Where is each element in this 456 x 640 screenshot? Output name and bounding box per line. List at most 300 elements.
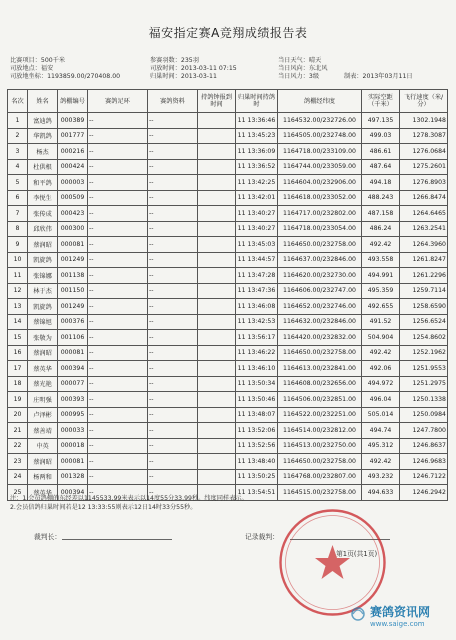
ring-cell: -- [88,438,148,454]
clock-time-cell [198,268,236,284]
name-cell: 卢泽彬 [28,407,58,423]
name-cell: 林于杰 [28,283,58,299]
ring-cell: -- [88,283,148,299]
table-row [8,237,448,253]
rank-cell: 14 [8,314,28,330]
coordinate-cell: 1164513.00/232750.00 [278,438,362,454]
distance-cell: 494.18 [362,175,400,191]
distance-cell: 504.904 [362,330,400,346]
name-cell: 凯旋鸽 [28,252,58,268]
speed-cell: 1250.0984 [400,407,448,423]
coordinate-cell: 1164632.00/232846.00 [278,314,362,330]
coordinate-cell: 1164618.00/233052.00 [278,190,362,206]
bird-info-cell: -- [148,268,198,284]
ring-cell: -- [88,159,148,175]
coordinate-cell: 1164515.00/232758.00 [278,485,362,501]
clock-time-cell [198,221,236,237]
table-row [8,314,448,330]
wind-direction: 当日风向：东北风 [278,64,328,72]
bird-info-cell: -- [148,206,198,222]
ring-cell: -- [88,361,148,377]
name-cell: 邱欣伟 [28,221,58,237]
distance-cell: 494.972 [362,376,400,392]
bird-info-cell: -- [148,469,198,485]
arrival-time-cell: 11 13:47:28 [236,268,278,284]
results-table [7,89,448,501]
coordinate-cell: 1164744.00/233059.00 [278,159,362,175]
distance-cell: 505.014 [362,407,400,423]
column-header: 持鸽钟报到时间 [198,90,236,113]
speed-cell: 1252.1962 [400,345,448,361]
speed-cell: 1261.8247 [400,252,448,268]
column-header: 赛鸽足环 [88,90,148,113]
coordinate-cell: 1164650.00/232758.00 [278,454,362,470]
arrival-time-cell: 11 13:36:09 [236,144,278,160]
table-header-row [8,90,448,113]
bird-info-cell: -- [148,407,198,423]
table-row [8,128,448,144]
arrival-time-cell: 11 13:46:10 [236,361,278,377]
rank-cell: 18 [8,376,28,392]
distance-cell: 495.312 [362,438,400,454]
footnote-2: 2.会员信鸽归巢时间若是12 13:33:55则表示12日14时33分55秒。 [10,504,197,511]
ring-cell: -- [88,392,148,408]
column-header: 名次 [8,90,28,113]
coordinate-cell: 1164718.00/233109.00 [278,144,362,160]
name-cell: 杜供根 [28,159,58,175]
clock-time-cell [198,361,236,377]
table-row [8,361,448,377]
name-cell: 蔡善靖 [28,423,58,439]
name-cell: 杨两和 [28,469,58,485]
distance-cell: 492.42 [362,345,400,361]
speed-cell: 1276.0684 [400,144,448,160]
clock-time-cell [198,128,236,144]
loft-id-cell: 000003 [58,175,88,191]
coordinate-cell: 1164768.00/232807.00 [278,469,362,485]
name-cell: 张敬为 [28,330,58,346]
bird-info-cell: -- [148,237,198,253]
rank-cell: 22 [8,438,28,454]
coordinate-cell: 1164620.00/232730.00 [278,268,362,284]
name-cell: 蔡润昭 [28,237,58,253]
arrival-time-cell: 11 13:46:08 [236,299,278,315]
table-row [8,392,448,408]
coordinate-cell: 1164606.00/232747.00 [278,283,362,299]
speed-cell: 1275.2601 [400,159,448,175]
table-row [8,438,448,454]
name-cell: 中英 [28,438,58,454]
loft-id-cell: 000033 [58,423,88,439]
rank-cell: 6 [8,190,28,206]
distance-cell: 491.52 [362,314,400,330]
name-cell: 蔡润昭 [28,454,58,470]
speed-cell: 1246.2942 [400,485,448,501]
loft-id-cell: 000394 [58,485,88,501]
loft-id-cell: 000389 [58,113,88,129]
entries: 参赛羽数：235羽 [150,57,199,64]
table-row [8,283,448,299]
arrival-time-cell: 11 13:48:40 [236,454,278,470]
ring-cell: -- [88,190,148,206]
rank-cell: 7 [8,206,28,222]
distance-cell: 492.655 [362,299,400,315]
column-header: 鸽棚编号 [58,90,88,113]
ring-cell: -- [88,345,148,361]
arrival-time-cell: 11 13:42:01 [236,190,278,206]
bird-info-cell: -- [148,221,198,237]
table-row [8,469,448,485]
table-body [8,113,448,501]
ring-cell: -- [88,268,148,284]
clock-time-cell [198,237,236,253]
column-header: 归巢时间持鸽时 [236,90,278,113]
arrival-time-cell: 11 13:50:34 [236,376,278,392]
arrival-time-cell: 11 13:42:53 [236,314,278,330]
arrival-time-cell: 11 13:36:46 [236,113,278,129]
clock-time-cell [198,252,236,268]
loft-id-cell: 000424 [58,159,88,175]
distance-cell: 495.359 [362,283,400,299]
page-number: 第1页(共1页) [336,550,378,558]
column-header: 鸽棚经纬度 [278,90,362,113]
ring-cell: -- [88,330,148,346]
name-cell: 李悦生 [28,190,58,206]
speed-cell: 1263.2541 [400,221,448,237]
distance-cell: 493.558 [362,252,400,268]
coordinate-cell: 1164613.00/232841.00 [278,361,362,377]
coordinate-cell: 1164506.00/232851.00 [278,392,362,408]
distance-cell: 487.158 [362,206,400,222]
bird-info-cell: -- [148,190,198,206]
bird-info-cell: -- [148,144,198,160]
rank-cell: 4 [8,159,28,175]
rank-cell: 21 [8,423,28,439]
referee-signature-line [62,539,172,540]
watermark-text: 赛鸽资讯网 [370,605,431,619]
ring-cell: -- [88,175,148,191]
coordinate-cell: 1164522.00/232251.00 [278,407,362,423]
clock-time-cell [198,113,236,129]
coordinate-cell: 1164637.00/232846.00 [278,252,362,268]
arrival-time-cell: 11 13:54:51 [236,485,278,501]
clock-time-cell [198,144,236,160]
coordinate-cell: 1164652.00/232746.00 [278,299,362,315]
table-row [8,190,448,206]
column-header: 赛鸽资料 [148,90,198,113]
bird-info-cell: -- [148,128,198,144]
meta-mid [150,57,237,80]
rank-cell: 9 [8,237,28,253]
ring-cell: -- [88,252,148,268]
bird-info-cell: -- [148,175,198,191]
arrival-time-cell: 11 13:42:25 [236,175,278,191]
race-project: 比赛项目：500千米 [10,57,66,64]
rank-cell: 12 [8,283,28,299]
bird-info-cell: -- [148,376,198,392]
bird-info-cell: -- [148,283,198,299]
loft-id-cell: 001138 [58,268,88,284]
name-cell: 蔡光艳 [28,376,58,392]
name-cell: 蔡锦旭 [28,314,58,330]
column-header: 飞行速度（米/分） [400,90,448,113]
loft-id-cell: 000081 [58,237,88,253]
loft-id-cell: 001249 [58,252,88,268]
loft-id-cell: 000300 [58,221,88,237]
loft-id-cell: 000995 [58,407,88,423]
distance-cell: 487.64 [362,159,400,175]
rank-cell: 25 [8,485,28,501]
table-row [8,144,448,160]
page-title: 福安指定赛A竞翔成绩报告表 [148,26,308,40]
ring-cell: -- [88,237,148,253]
distance-cell: 493.232 [362,469,400,485]
table-row [8,407,448,423]
speed-cell: 1247.7800 [400,423,448,439]
name-cell: 蔡润昭 [28,345,58,361]
speed-cell: 1246.9683 [400,454,448,470]
ring-cell: -- [88,423,148,439]
bird-info-cell: -- [148,361,198,377]
rank-cell: 11 [8,268,28,284]
speed-cell: 1302.1948 [400,113,448,129]
distance-cell: 494.74 [362,423,400,439]
clock-time-cell [198,392,236,408]
arrival-time-cell: 11 13:47:36 [236,283,278,299]
table-row [8,159,448,175]
clock-time-cell [198,283,236,299]
table-row [8,175,448,191]
loft-id-cell: 001249 [58,299,88,315]
rank-cell: 13 [8,299,28,315]
speed-cell: 1256.6524 [400,314,448,330]
rank-cell: 23 [8,454,28,470]
ring-cell: -- [88,113,148,129]
column-header: 姓名 [28,90,58,113]
arrival-time-cell: 11 13:48:07 [236,407,278,423]
clock-time-cell [198,376,236,392]
distance-cell: 492.42 [362,237,400,253]
clock-time-cell [198,299,236,315]
weather: 当日天气：晴天 [278,57,322,64]
distance-cell: 496.04 [362,392,400,408]
table-row [8,113,448,129]
clock-time-cell [198,175,236,191]
bird-info-cell: -- [148,299,198,315]
bird-info-cell: -- [148,252,198,268]
name-cell: 华凯鸽 [28,128,58,144]
name-cell: 张锦娜 [28,268,58,284]
arrival-time-cell: 11 13:50:25 [236,469,278,485]
speed-cell: 1264.6465 [400,206,448,222]
name-cell: 和平鸽 [28,175,58,191]
coordinate-cell: 1164718.00/233054.00 [278,221,362,237]
clock-time-cell [198,190,236,206]
ring-cell: -- [88,485,148,501]
meta-right [278,57,328,80]
speed-cell: 1254.8602 [400,330,448,346]
arrival-time-cell: 11 13:52:06 [236,423,278,439]
speed-cell: 1278.3087 [400,128,448,144]
name-cell: 杨杰 [28,144,58,160]
loft-id-cell: 000081 [58,345,88,361]
loft-id-cell: 000394 [58,361,88,377]
ring-cell: -- [88,376,148,392]
loft-id-cell: 000216 [58,144,88,160]
rank-cell: 16 [8,345,28,361]
name-cell: 凯旋鸽 [28,299,58,315]
column-header: 实际空距（千米） [362,90,400,113]
table-row [8,206,448,222]
table-row [8,345,448,361]
table-row [8,221,448,237]
bird-info-cell: -- [148,392,198,408]
loft-id-cell: 000423 [58,206,88,222]
distance-cell: 494.633 [362,485,400,501]
speed-cell: 1259.7114 [400,283,448,299]
rank-cell: 2 [8,128,28,144]
distance-cell: 486.61 [362,144,400,160]
clock-time-cell [198,314,236,330]
ring-cell: -- [88,299,148,315]
distance-cell: 494.991 [362,268,400,284]
speed-cell: 1250.1338 [400,392,448,408]
distance-cell: 486.24 [362,221,400,237]
ring-cell: -- [88,314,148,330]
ring-cell: -- [88,221,148,237]
speed-cell: 1264.3960 [400,237,448,253]
coordinate-cell: 1164505.00/232748.00 [278,128,362,144]
speed-cell: 1258.6590 [400,299,448,315]
rank-cell: 17 [8,361,28,377]
clock-time-cell [198,469,236,485]
loft-id-cell: 001150 [58,283,88,299]
bird-info-cell: -- [148,330,198,346]
distance-cell: 499.03 [362,128,400,144]
bird-info-cell: -- [148,113,198,129]
rank-cell: 15 [8,330,28,346]
speed-cell: 1251.2975 [400,376,448,392]
loft-id-cell: 001106 [58,330,88,346]
referee-signature-label: 裁判长： [34,533,62,541]
clock-time-cell [198,454,236,470]
distance-cell: 492.06 [362,361,400,377]
loft-id-cell: 000081 [58,454,88,470]
coordinate-cell: 1164514.00/232812.00 [278,423,362,439]
rank-cell: 24 [8,469,28,485]
loft-id-cell: 001328 [58,469,88,485]
coordinate-cell: 1164717.00/232802.00 [278,206,362,222]
release-place: 司放地点：福安 [10,64,54,72]
coordinate-cell: 1164420.00/232832.00 [278,330,362,346]
name-cell: 蔡英华 [28,361,58,377]
ring-cell: -- [88,206,148,222]
clock-time-cell [198,345,236,361]
ring-cell: -- [88,128,148,144]
speed-cell: 1261.2296 [400,268,448,284]
coordinate-cell: 1164532.00/232726.00 [278,113,362,129]
table-row [8,252,448,268]
arrival-time-cell: 11 13:45:23 [236,128,278,144]
rank-cell: 20 [8,407,28,423]
clock-time-cell [198,159,236,175]
arrival-time-cell: 11 13:44:57 [236,252,278,268]
ring-cell: -- [88,407,148,423]
bird-info-cell: -- [148,485,198,501]
loft-id-cell: 000018 [58,438,88,454]
loft-id-cell: 000509 [58,190,88,206]
rank-cell: 1 [8,113,28,129]
arrival-time-cell: 11 13:46:22 [236,345,278,361]
arrival-time-cell: 11 13:56:17 [236,330,278,346]
arrival-time-cell: 11 13:52:56 [236,438,278,454]
arrival-time-cell: 11 13:40:27 [236,221,278,237]
loft-id-cell: 000393 [58,392,88,408]
name-cell: 富迪鸽 [28,113,58,129]
table-row [8,423,448,439]
bird-info-cell: -- [148,454,198,470]
speed-cell: 1276.8903 [400,175,448,191]
recorder-signature-label: 记录裁判： [245,533,279,541]
arrival-time-cell: 11 13:40:27 [236,206,278,222]
bird-info-cell: -- [148,314,198,330]
table-row [8,299,448,315]
table-row [8,330,448,346]
rank-cell: 5 [8,175,28,191]
clock-time-cell [198,407,236,423]
bird-info-cell: -- [148,159,198,175]
release-coord: 司放地坐标：1193859.00/270408.00 [10,72,121,80]
meta-left [10,57,120,80]
report-date: 制表：2013年03月11日 [344,73,413,80]
clock-time-cell [198,438,236,454]
arrival-time-cell: 11 13:45:03 [236,237,278,253]
table-row [8,376,448,392]
distance-cell: 497.135 [362,113,400,129]
return-time: 归巢时间：2013-03-11 [150,72,217,80]
ring-cell: -- [88,144,148,160]
coordinate-cell: 1164604.00/232906.00 [278,175,362,191]
watermark-url: www.saige.com [370,620,425,628]
footnote-1: 注：1.会员鸽棚的东经差以1145533.99米表示以14度55分33.99秒。纬度同样表示。 [10,495,248,502]
bird-info-cell: -- [148,345,198,361]
name-cell: 蔡英华 [28,485,58,501]
speed-cell: 1246.8637 [400,438,448,454]
rank-cell: 8 [8,221,28,237]
release-time: 司放时间：2013-03-11 07:15 [150,64,237,72]
table-row [8,268,448,284]
wind-force: 当日风力：3级 [278,72,320,80]
distance-cell: 488.243 [362,190,400,206]
arrival-time-cell: 11 13:50:46 [236,392,278,408]
clock-time-cell [198,330,236,346]
speed-cell: 1246.7122 [400,469,448,485]
coordinate-cell: 1164608.00/232656.00 [278,376,362,392]
clock-time-cell [198,423,236,439]
bird-info-cell: -- [148,438,198,454]
distance-cell: 492.42 [362,454,400,470]
loft-id-cell: 000077 [58,376,88,392]
name-cell: 庄明强 [28,392,58,408]
ring-cell: -- [88,454,148,470]
loft-id-cell: 001777 [58,128,88,144]
speed-cell: 1251.9553 [400,361,448,377]
bird-info-cell: -- [148,423,198,439]
name-cell: 张传成 [28,206,58,222]
table-row [8,454,448,470]
loft-id-cell: 000376 [58,314,88,330]
rank-cell: 10 [8,252,28,268]
